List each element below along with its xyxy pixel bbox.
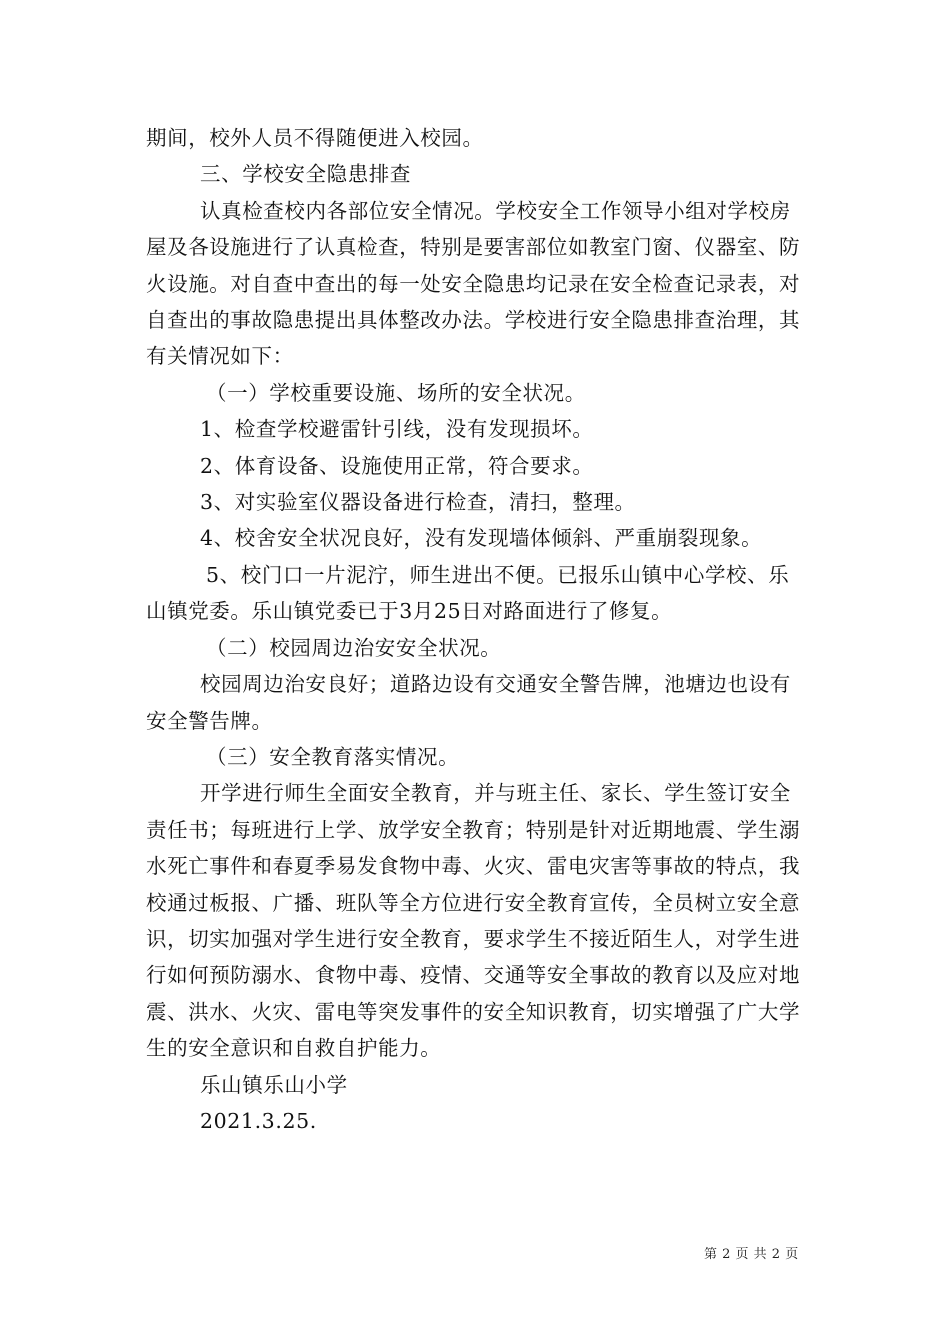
paragraph-campus-surroundings: 校园周边治安良好；道路边设有交通安全警告牌，池塘边也设有安全警告牌。 bbox=[146, 672, 791, 733]
paragraph-safety-education: 开学进行师生全面安全教育，并与班主任、家长、学生签订安全责任书；每班进行上学、放学安全教育；特别是针对近期地震、学生溺水死亡事件和春夏季易发食物中毒、火灾、雷电灾害等事故的特点，我校通过板报、广播、班队等全方位进行安全教育宣传，全员树立安全意识，切实加强对学生进行安全教育，要求学生不接近陌生人，对学生进行如何预防溺水、食物中毒、疫情、交通等安全事故的教育以及应对地震、洪水、火灾、雷电等突发事件的安全知识教育，切实增强了广大学生的安全意识和自救自护能力。 bbox=[146, 781, 801, 1061]
document-body bbox=[146, 120, 810, 1139]
subheading-facilities: （一）学校重要设施、场所的安全状况。 bbox=[206, 380, 586, 405]
list-item-lab-equipment: 3、对实验室仪器设备进行检查，清扫，整理。 bbox=[200, 490, 636, 515]
subheading-safety-education: （三）安全教育落实情况。 bbox=[206, 744, 460, 769]
subheading-campus-surroundings: （二）校园周边治安安全状况。 bbox=[206, 635, 502, 660]
signature-date: 2021.3.25. bbox=[200, 1108, 317, 1133]
list-item-lightning-rod: 1、检查学校避雷针引线，没有发现损坏。 bbox=[200, 417, 594, 442]
section-heading-safety-inspection: 三、学校安全隐患排查 bbox=[200, 162, 411, 187]
list-item-school-gate: 5、校门口一片泥泞，师生进出不便。已报乐山镇中心学校、乐山镇党委。乐山镇党委已于3月25日对路面进行了修复。 bbox=[146, 562, 790, 624]
paragraph-continuation: 期间，校外人员不得随便进入校园。 bbox=[146, 126, 484, 150]
page-number-footer: 第 2 页 共 2 页 bbox=[704, 1247, 799, 1262]
list-item-school-buildings: 4、校舍安全状况良好，没有发现墙体倾斜、严重崩裂现象。 bbox=[200, 526, 763, 551]
list-item-sports-equipment: 2、体育设备、设施使用正常，符合要求。 bbox=[200, 453, 594, 478]
paragraph-inspection-overview: 认真检查校内各部位安全情况。学校安全工作领导小组对学校房屋及各设施进行了认真检查，特别是要害部位如教室门窗、仪器室、防火设施。对自查中查出的每一处安全隐患均记录在安全检查记录表，对自查出的事故隐患提出具体整改办法。学校进行安全隐患排查治理，其有关情况如下： bbox=[146, 198, 801, 369]
signature-school-name: 乐山镇乐山小学 bbox=[200, 1072, 348, 1097]
